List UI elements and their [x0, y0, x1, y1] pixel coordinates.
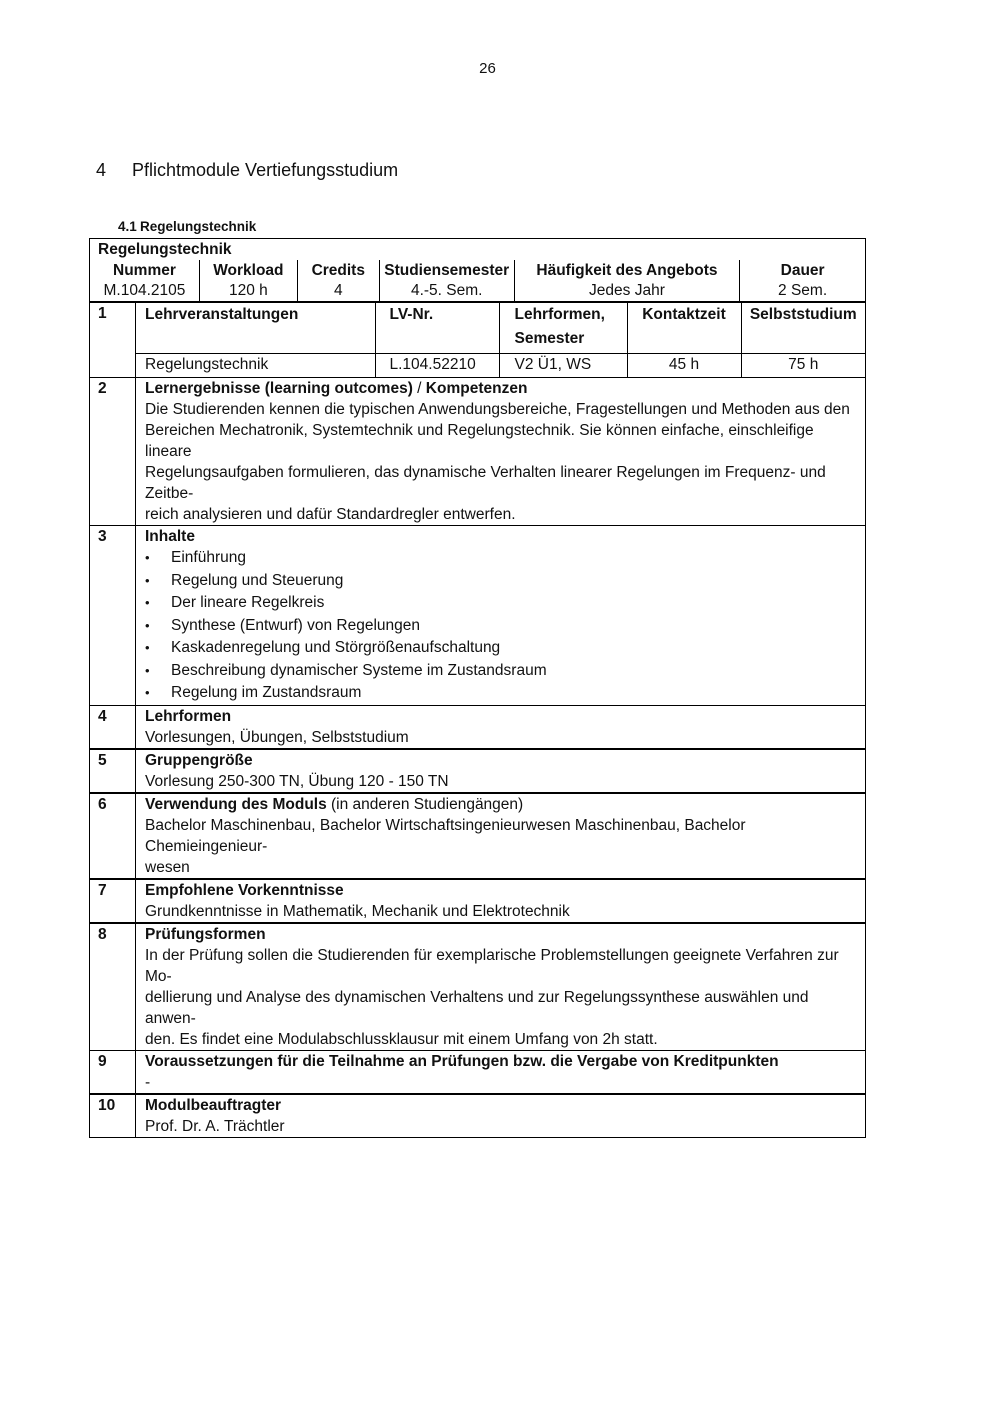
row-title: Empfohlene Vorkenntnisse	[145, 881, 344, 899]
row-number: 5	[90, 749, 136, 793]
header-lv-nr: LV-Nr.	[375, 303, 499, 354]
row-lehrveranstaltungen	[90, 303, 866, 378]
chapter-number: 4	[96, 160, 107, 180]
row-gruppengroesse	[90, 749, 866, 793]
module-title: Regelungstechnik	[98, 241, 232, 258]
inhalte-list	[145, 547, 859, 705]
row-vorkenntnisse	[90, 879, 866, 923]
value-studiensemester: 4.-5. Sem.	[379, 281, 514, 302]
list-item: • Regelung im Zustandsraum	[145, 684, 362, 701]
header-kontaktzeit: Kontaktzeit	[627, 303, 741, 354]
row-modulbeauftragter	[90, 1094, 866, 1138]
header-studiensemester: Studiensemester	[379, 260, 514, 281]
list-item: • Synthese (Entwurf) von Regelungen	[145, 616, 421, 634]
row-number: 10	[90, 1094, 136, 1138]
header-credits: Credits	[297, 260, 379, 281]
header-haeufigkeit: Häufigkeit des Angebots	[514, 260, 740, 281]
row-number: 2	[90, 378, 136, 526]
row-voraussetzungen	[90, 1050, 866, 1094]
header-workload: Workload	[199, 260, 297, 281]
text-line: Bachelor Maschinenbau, Bachelor Wirtschaftsingenieurwesen Maschinenbau, Bachelor Chemieingenieur-	[145, 816, 746, 855]
list-item: • Regelung und Steuerung	[145, 571, 344, 589]
value-haeufigkeit: Jedes Jahr	[514, 281, 740, 302]
lv-name: Regelungstechnik	[136, 354, 375, 378]
list-item: • Kaskadenregelung und Störgrößenaufschaltung	[145, 639, 501, 656]
text-line: In der Prüfung sollen die Studierenden für exemplarische Problemstellungen geeignete Verfahren zur Mo-	[145, 946, 839, 985]
row-number: 9	[90, 1050, 136, 1094]
module-details-table	[89, 302, 866, 1138]
lehrveranstaltungen-table	[136, 303, 865, 377]
value-credits: 4	[297, 281, 379, 302]
header-dauer: Dauer	[740, 260, 866, 281]
section-number: 4.1	[118, 219, 137, 234]
lv-lehrformen: V2 Ü1, WS	[499, 354, 627, 378]
text-line: dellierung und Analyse des dynamischen Verhaltens und zur Regelungssynthese auswählen und anwen-	[145, 988, 809, 1027]
header-lehrveranstaltungen: Lehrveranstaltungen	[145, 306, 299, 323]
section-title: Regelungstechnik	[140, 219, 257, 234]
lv-number: L.104.52210	[375, 354, 499, 378]
text-line: wesen	[145, 858, 190, 876]
header-selbststudium: Selbststudium	[741, 303, 865, 354]
row-title: Prüfungsformen	[145, 925, 266, 943]
text-line: Regelungsaufgaben formulieren, das dynamische Verhalten linearer Regelungen im Frequenz- und Zeitbe-	[145, 464, 826, 502]
text-line: Bereichen Mechatronik, Systemtechnik und Regelungstechnik. Sie können einfache, einschleifige lineare	[145, 422, 814, 460]
row-title: Voraussetzungen für die Teilnahme an Prüfungen bzw. die Vergabe von Kreditpunkten	[145, 1052, 779, 1070]
list-item: • Beschreibung dynamischer Systeme im Zustandsraum	[145, 661, 547, 679]
row-title: Verwendung des Moduls (in anderen Studiengängen)	[145, 795, 524, 813]
row-lernergebnisse	[90, 378, 866, 526]
list-item: • Der lineare Regelkreis	[145, 594, 325, 611]
row-title: Inhalte	[145, 528, 195, 545]
row-title: Lehrformen	[145, 707, 232, 725]
row-number: 8	[90, 923, 136, 1051]
row-inhalte	[90, 526, 866, 706]
row-number: 3	[90, 526, 136, 706]
lv-selbststudium: 75 h	[741, 354, 865, 378]
page-number: 26	[479, 60, 496, 77]
row-pruefungsformen	[90, 923, 866, 1051]
row-title: Lernergebnisse (learning outcomes) / Kompetenzen	[145, 380, 528, 397]
text-line: Prof. Dr. A. Trächtler	[145, 1117, 285, 1135]
row-verwendung	[90, 793, 866, 879]
value-workload: 120 h	[199, 281, 297, 302]
row-number: 7	[90, 879, 136, 923]
list-item: • Einführung	[145, 549, 246, 566]
text-line: Die Studierenden kennen die typischen Anwendungsbereiche, Fragestellungen und Methoden aus den	[145, 401, 850, 418]
row-title: Gruppengröße	[145, 751, 253, 769]
text-line: reich analysieren und dafür Standardregler entwerfen.	[145, 506, 516, 523]
text-line: Vorlesungen, Übungen, Selbststudium	[145, 728, 409, 746]
text-line: -	[145, 1073, 151, 1091]
row-number: 4	[90, 705, 136, 749]
text-line: Grundkenntnisse in Mathematik, Mechanik und Elektrotechnik	[145, 902, 570, 920]
header-lehrformen: Lehrformen, Semester	[499, 303, 627, 354]
lv-kontaktzeit: 45 h	[627, 354, 741, 378]
section-heading	[118, 219, 256, 234]
row-lehrformen	[90, 705, 866, 749]
row-number: 1	[90, 303, 136, 378]
row-number: 6	[90, 793, 136, 879]
row-title: Modulbeauftragter	[145, 1096, 282, 1114]
value-dauer: 2 Sem.	[740, 281, 866, 302]
chapter-title: Pflichtmodule Vertiefungsstudium	[132, 160, 399, 180]
value-nummer: M.104.2105	[103, 282, 186, 299]
header-nummer: Nummer	[113, 262, 176, 279]
text-line: den. Es findet eine Modulabschlussklausur mit einem Umfang von 2h statt.	[145, 1030, 658, 1048]
chapter-heading	[96, 160, 398, 181]
module-header-table	[89, 238, 866, 302]
text-line: Vorlesung 250-300 TN, Übung 120 - 150 TN	[145, 772, 449, 790]
